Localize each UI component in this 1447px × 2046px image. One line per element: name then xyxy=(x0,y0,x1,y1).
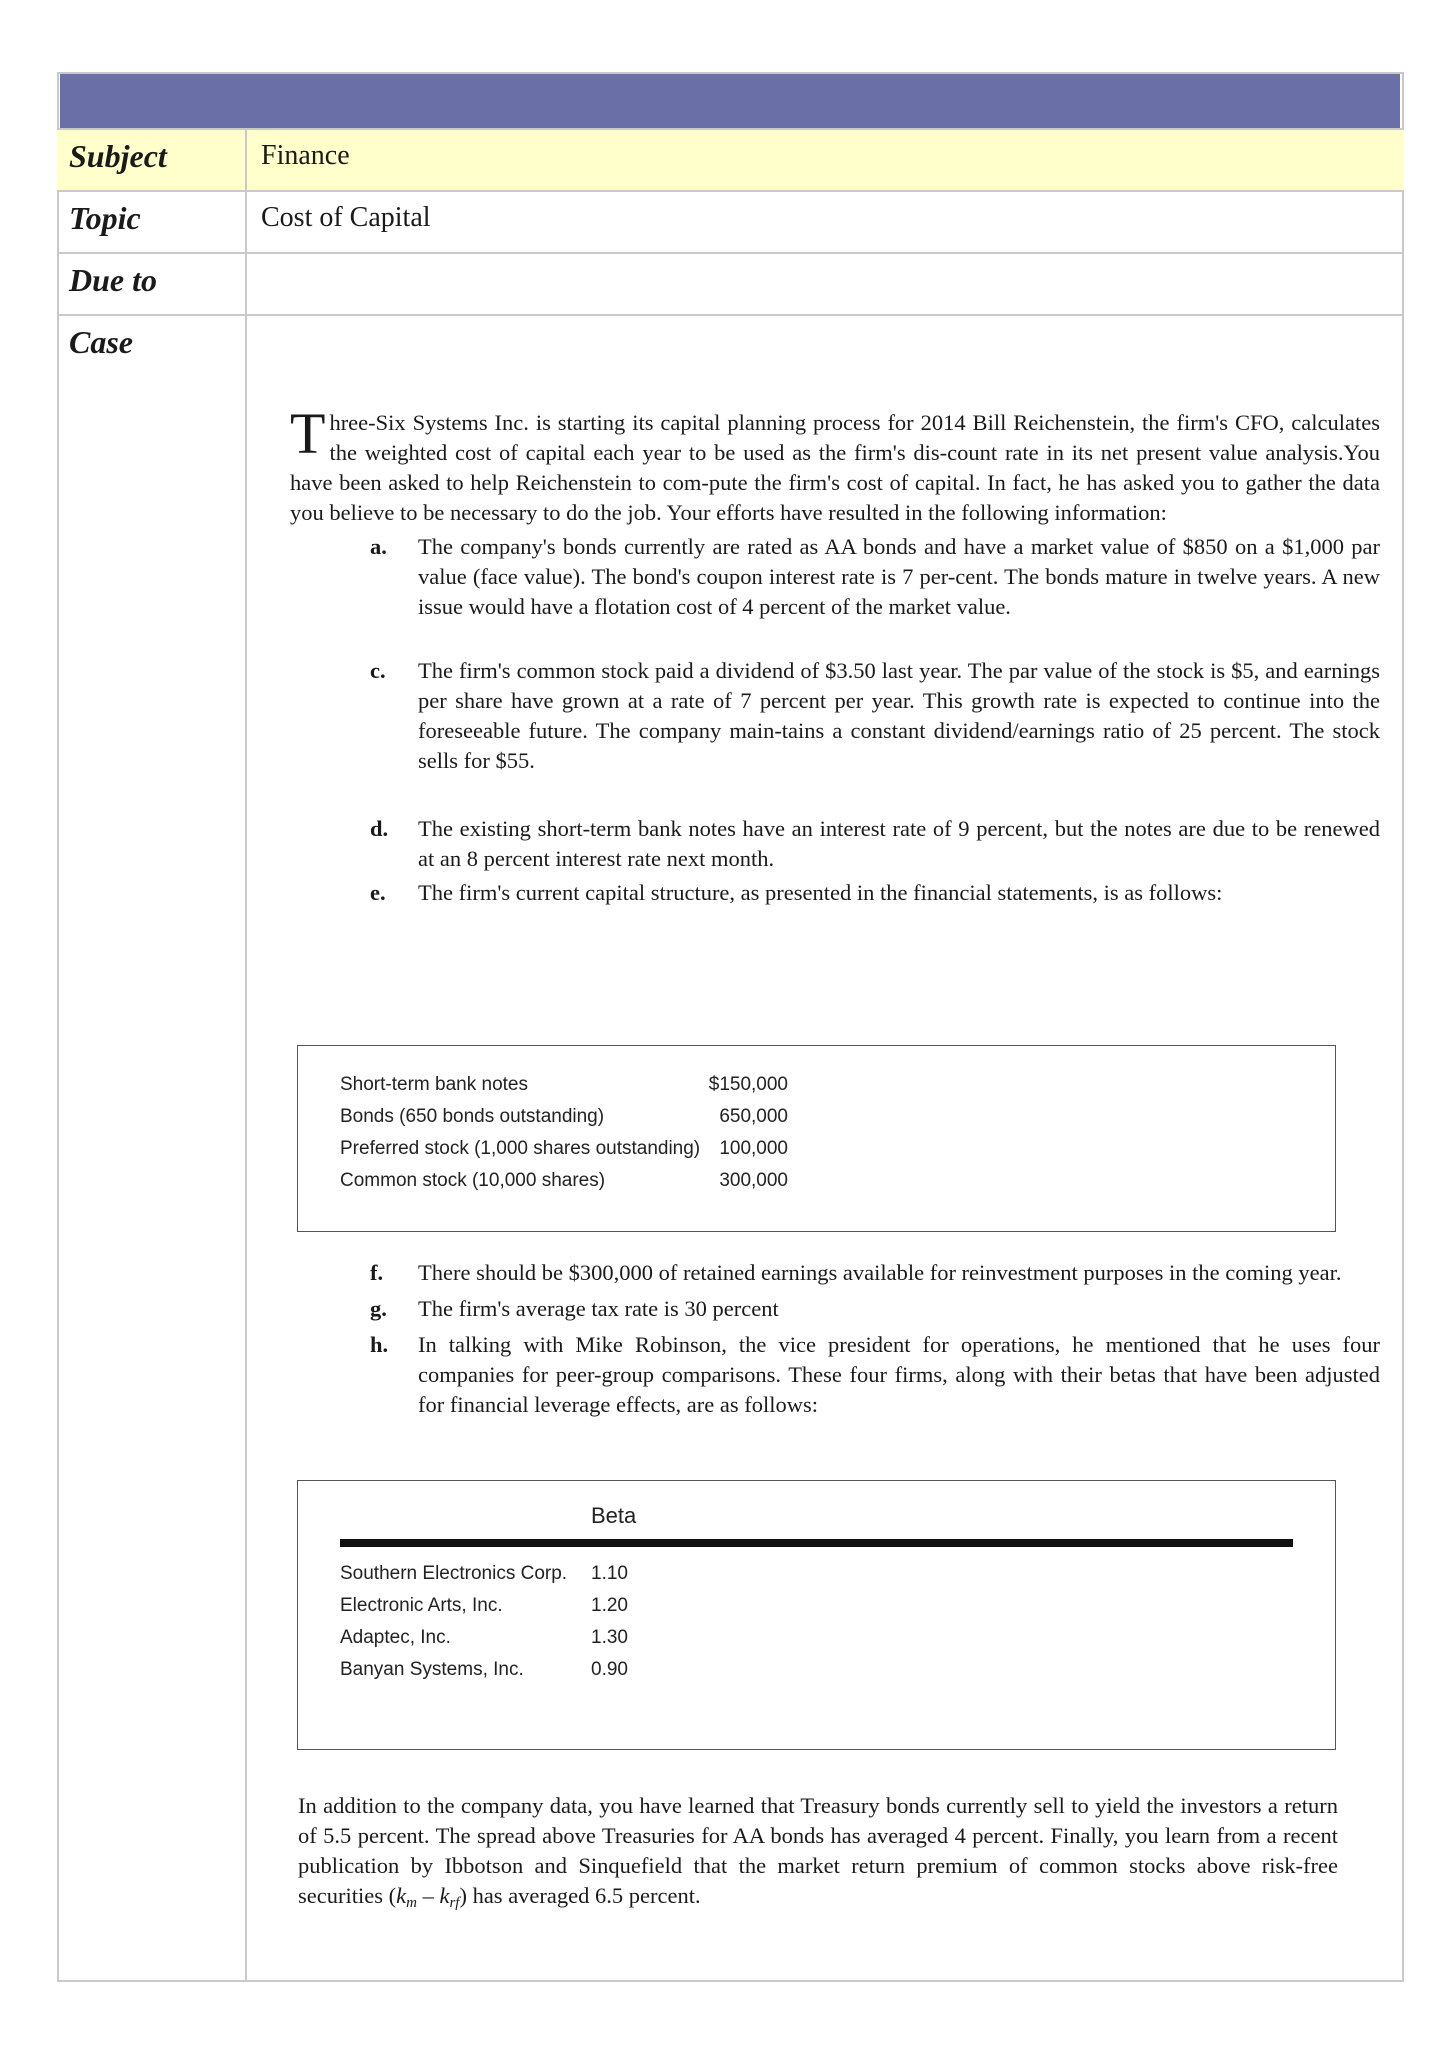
due-value xyxy=(249,254,1404,314)
firm-name: Adaptec, Inc. xyxy=(340,1627,451,1648)
capital-structure-table xyxy=(297,1045,1336,1232)
subject-value: Finance xyxy=(261,140,350,171)
cap-label: Short-term bank notes xyxy=(340,1074,528,1095)
topic-value: Cost of Capital xyxy=(261,202,431,233)
km-subscript: m xyxy=(406,1894,417,1911)
item-text: In talking with Mike Robinson, the vice president for operations, he mentioned that he uses four companies for peer-group comparisons. These four firms, along with their betas that have been adjusted for financial leverage effects, are as follows: xyxy=(418,1332,1380,1417)
case-item xyxy=(370,656,1380,776)
item-text: The firm's average tax rate is 30 percent xyxy=(418,1296,779,1321)
item-letter: f. xyxy=(370,1260,384,1285)
row-topic xyxy=(57,190,1404,252)
closing-text: In addition to the company data, you have learned that Treasury bonds currently sell to yield the investors a return of 5.5 percent. The spread above Treasuries for AA bonds has averaged 4 percent. Finally, you learn from a recent publication by Ibbotson and Sinquefield that the market return premium of common stocks above risk-free securities ( xyxy=(298,1792,1338,1908)
case-intro xyxy=(290,401,1380,528)
item-letter: h. xyxy=(370,1332,389,1357)
item-text: The existing short-term bank notes have an interest rate of 9 percent, but the notes are due to be renewed at an 8 percent interest rate next month. xyxy=(418,816,1380,871)
case-item xyxy=(370,1258,1380,1288)
table-row xyxy=(340,1074,840,1104)
table-row xyxy=(340,1170,840,1200)
topic-label: Topic xyxy=(57,192,247,252)
case-item xyxy=(370,1294,1380,1324)
row-due xyxy=(57,252,1404,314)
item-text: There should be $300,000 of retained earnings available for reinvestment purposes in the coming year. xyxy=(418,1260,1342,1285)
case-item xyxy=(370,1330,1380,1420)
table-row xyxy=(340,1627,740,1657)
cap-value: 300,000 xyxy=(719,1170,788,1191)
beta-value: 1.20 xyxy=(591,1595,628,1616)
km-symbol: k xyxy=(396,1882,407,1908)
drop-cap: T xyxy=(290,401,326,466)
beta-value: 1.30 xyxy=(591,1627,628,1648)
table-row xyxy=(340,1106,840,1136)
cap-value: $150,000 xyxy=(708,1074,788,1095)
krf-subscript: rf xyxy=(449,1894,460,1911)
case-lower xyxy=(290,1258,1380,1420)
item-text: The firm's common stock paid a dividend of $3.50 last year. The par value of the stock is $5, and earnings per share have grown at a rate of 7 percent per year. This growth rate is expected to continue into the foreseeable future. The company main-tains a constant dividend/earnings ratio of 25 percent. The stock sells for $55. xyxy=(418,658,1380,773)
item-letter: g. xyxy=(370,1296,387,1321)
beta-header: Beta xyxy=(591,1503,637,1528)
beta-value: 0.90 xyxy=(591,1659,628,1680)
firm-name: Electronic Arts, Inc. xyxy=(340,1595,503,1616)
beta-table xyxy=(297,1480,1336,1750)
closing-text-end: ) has averaged 6.5 percent. xyxy=(459,1882,701,1908)
table-row xyxy=(340,1563,740,1593)
item-text: The firm's current capital structure, as presented in the financial statements, is as follows: xyxy=(418,880,1223,905)
table-row xyxy=(340,1138,840,1168)
case-item xyxy=(370,878,1380,908)
intro-text: hree-Six Systems Inc. is starting its capital planning process for 2014 Bill Reichenstein, the firm's CFO, calculates the weighted cost of capital each year to be used as the firm's dis-count rate in its net present value analysis.You have been asked to help Reichenstein to com-pute the firm's cost of capital. In fact, he has asked you to gather the data you believe to be necessary to do the job. Your efforts have resulted in the following information: xyxy=(290,410,1380,525)
table-row xyxy=(340,1595,740,1625)
cap-value: 100,000 xyxy=(719,1138,788,1159)
cap-value: 650,000 xyxy=(719,1106,788,1127)
header-bar xyxy=(60,74,1400,128)
item-letter: a. xyxy=(370,534,387,559)
case-label: Case xyxy=(57,316,247,1982)
cap-label: Preferred stock (1,000 shares outstanding) xyxy=(340,1138,701,1159)
krf-symbol: k xyxy=(439,1882,450,1908)
cap-label: Common stock (10,000 shares) xyxy=(340,1170,606,1191)
cap-label: Bonds (650 bonds outstanding) xyxy=(340,1106,605,1127)
item-letter: e. xyxy=(370,880,386,905)
item-letter: d. xyxy=(370,816,389,841)
firm-name: Banyan Systems, Inc. xyxy=(340,1659,524,1680)
item-letter: c. xyxy=(370,658,386,683)
minus-sign: – xyxy=(416,1882,440,1908)
case-item xyxy=(370,814,1380,874)
due-label: Due to xyxy=(57,254,247,314)
closing-paragraph xyxy=(298,1791,1338,1918)
subject-label: Subject xyxy=(57,130,247,190)
case-item xyxy=(370,532,1380,622)
beta-value: 1.10 xyxy=(591,1563,628,1584)
header-rule xyxy=(340,1539,1293,1547)
item-text: The company's bonds currently are rated as AA bonds and have a market value of $850 on a $1,000 par value (face value). The bond's coupon interest rate is 7 per-cent. The bonds mature in twelve years. A new issue would have a flotation cost of 4 percent of the market value. xyxy=(418,534,1380,619)
row-subject xyxy=(57,128,1404,190)
firm-name: Southern Electronics Corp. xyxy=(340,1563,568,1584)
case-body xyxy=(290,401,1380,908)
table-row xyxy=(340,1659,740,1689)
